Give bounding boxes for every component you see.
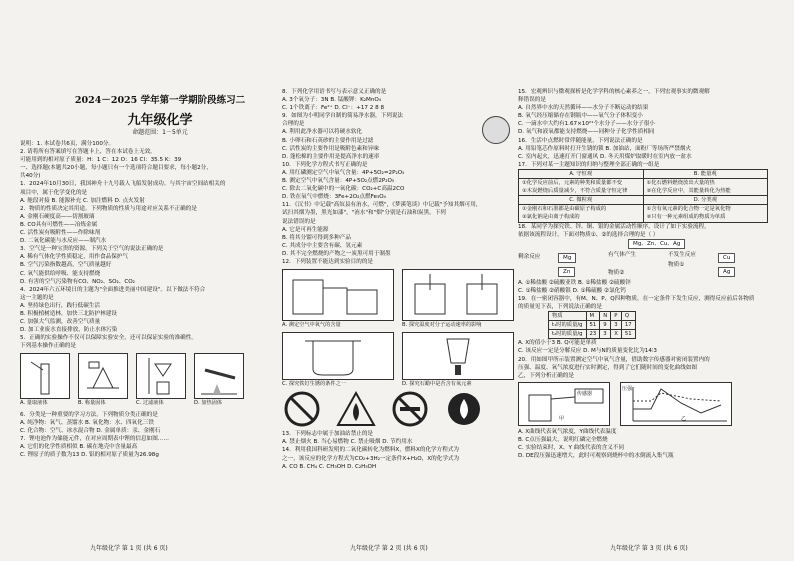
q19-options-1: A. X的值小于3 B. Q可能是单质 bbox=[518, 340, 597, 347]
q18-options-1: A. ①稀盐酸 ②硫酸亚铁 B. ①稀盐酸 ②硫酸锌 bbox=[518, 279, 631, 286]
q5-image-c: C. 过滤液体 bbox=[136, 353, 186, 407]
col2-line-21: 12．下列装置不能达到实验目的的是 bbox=[282, 258, 374, 265]
col3-line3-0: 19．在一密闭容器中，有M、N、P、Q四种物质，在一定条件下发生反应，测得反应前后各物质 bbox=[518, 295, 755, 302]
col1-line-25: 下列基本操作正确的是 bbox=[20, 343, 76, 350]
col2-line-18: B. 将其分馏可得到多种产品 bbox=[282, 234, 351, 241]
page-2-column bbox=[282, 88, 532, 471]
col1-line2-1: A. 纯净物：氧气、蒸馏水 B. 氧化物：水、四氧化三铁 bbox=[20, 419, 154, 426]
q20-line-1: 20．用如图甲所示装置测定空气中氧气含量，借助数字传感器对密闭装置内的 bbox=[518, 356, 710, 363]
flow-label-1: 剩余反应 bbox=[518, 253, 541, 260]
col2-line-4: 合理的是 bbox=[282, 121, 305, 128]
flow-start: Mg、Zn、Cu、Ag bbox=[628, 239, 685, 249]
col1-line2-3: 7．锂电池作为储能元件，在对应周期表中锂的信息如图…… bbox=[20, 435, 169, 442]
q19-options-2: C. 该反应一定是分解反应 D. M与N的质量变化比为14∶3 bbox=[518, 348, 657, 355]
page-1-footer: 九年级化学 第 1 页 (共 6 页) bbox=[90, 545, 168, 552]
col1-line-15: B. 空气污染指数越高，空气质量越好 bbox=[20, 262, 112, 269]
col1-line-10: B. CO具有可燃性——冶炼金属 bbox=[20, 221, 98, 228]
exam-range: 命题范围：1－5单元 bbox=[132, 129, 188, 136]
chlorine-ion-diagram-icon bbox=[482, 116, 510, 144]
col3-line3-1: 的质量见下表，下列说法正确的是 bbox=[518, 303, 602, 310]
col2-line-7: C. 活性炭的主要作用是吸附色素和异味 bbox=[282, 145, 379, 152]
col1-line-11: C. 活性炭有吸附性——作除味剂 bbox=[20, 230, 101, 237]
q19-head-cell: 物质 bbox=[549, 312, 587, 321]
col1-line2-0: 6．分类是一种重要的学习方法，下列物质分类正确的是 bbox=[20, 411, 158, 418]
page-1-column bbox=[20, 140, 270, 459]
col3-line-1: 释错误的是 bbox=[518, 97, 546, 104]
col2-line-1: A. 3个氧分子：3N B. 锰酸钾：K₂MnO₄ bbox=[282, 97, 382, 104]
col3-line-9: 17．下列对某一主题知识的归纳与整理全部正确的一组是 bbox=[518, 161, 660, 168]
col1-line-7: A. 舱段对接 B. 能源补充 C. 加注燃料 D. 点火发射 bbox=[20, 197, 145, 204]
q12-image-c: C. 探究铁钉生锈的条件之一 bbox=[282, 332, 394, 388]
q19-head-cell: Q bbox=[621, 312, 635, 321]
q17-cell: ①含有氧元素的化合物一定是氧化物 ②只有一种元素组成的物质为单质 bbox=[643, 205, 768, 222]
col1-line-0: 说明：1. 本试卷共6页，满分100分。 bbox=[20, 141, 115, 147]
flow-label-2: 有气体产生 bbox=[608, 251, 636, 258]
col3-line-4: C. 一滴水中大约有1.67×10²¹个水分子——水分子很小 bbox=[518, 121, 655, 128]
col3-line-6: 16．生活中点燃时常伴随能量，下列说法正确的是 bbox=[518, 137, 643, 144]
col1-line-2: 可能用到的相对原子质量：H：1 C：12 O：16 Cl：35.5 K：39 bbox=[20, 157, 182, 164]
page-3-footer: 九年级化学 第 3 页 (共 6 页) bbox=[610, 545, 688, 552]
q19-cell: 17 bbox=[621, 321, 635, 330]
col3-line-0: 15．宏观辨识与微观探析是化学学科的核心素养之一，下列宏观事实的微观解 bbox=[518, 89, 710, 95]
col2-line-20: D. 其不完全燃烧的产物之一炭黑可用于制墨 bbox=[282, 250, 391, 257]
col2-line-14: 11．《汉书》中记载"高奴县有洧水，可燃"，《梦溪笔谈》中记载"予知其烟可用， bbox=[282, 202, 482, 209]
col2-line-13: D. 铁在氧气中燃烧：3Fe+2O₂点燃Fe₃O₄ bbox=[282, 194, 386, 201]
col1-line-24: 5．正确的实验操作不仅可以保障实验安全，还可以保证实验的准确性。 bbox=[20, 335, 197, 342]
flow-label-3: 不发生反应 bbox=[668, 251, 696, 258]
flow-label-5: 物质② bbox=[608, 269, 625, 276]
q19-head-cell: N bbox=[600, 312, 611, 321]
flow-cu: Cu bbox=[718, 253, 735, 263]
col3-line-3: B. 氧气经压缩储存在钢瓶中——氧气分子体积变小 bbox=[518, 113, 643, 120]
no-smoking-sign-icon bbox=[390, 391, 430, 427]
q19-cell: t₁时的质量/g bbox=[549, 321, 587, 330]
flow-mg: Mg bbox=[558, 253, 576, 263]
q19-cell: 23 bbox=[586, 330, 600, 339]
col1-line-13: 3．空气是一种宝贵的资源，下列关于空气的说法正确的是 bbox=[20, 246, 164, 253]
col1-line-9: A. 金刚石硬度高——切割玻璃 bbox=[20, 213, 95, 220]
q19-cell: 51 bbox=[586, 321, 600, 330]
col1-line-23: D. 加工业废水直接排放，防止水体污染 bbox=[20, 327, 118, 334]
col3-line2-0: 18．某同学为探究铁、锌、铜、银的金属活动性顺序，设计了如下实验流程， bbox=[518, 223, 710, 230]
col2-line-9: 10．下列化学方程式书写正确的是 bbox=[282, 161, 368, 168]
col3-line-8: C. 室内起火，迅速打开门窗通风 D. 冬天用煤炉取暖时在室内放一盆水 bbox=[518, 153, 692, 160]
flow-ag: Ag bbox=[718, 267, 735, 277]
col2-line-17: A. 它是可再生能源 bbox=[282, 226, 329, 233]
col2-line2-1: A. 禁止烟火 B. 当心易燃物 C. 禁止吸烟 D. 节约用水 bbox=[282, 439, 413, 446]
col1-line-16: C. 氧气能供给呼吸、能支持燃烧 bbox=[20, 270, 101, 277]
fig-jia-label: 甲 bbox=[559, 415, 565, 422]
col3-line2-1: 依据该流程设计，下面对物质①、②的选择合理的是（ ） bbox=[518, 231, 659, 238]
q19-table bbox=[548, 311, 636, 339]
q17-table bbox=[518, 169, 768, 223]
col1-line-8: 2．物质的性质决定其用途。下列物质的性质与用途对应关系不正确的是 bbox=[20, 205, 197, 212]
col1-line2-2: C. 化合物：空气、冰水混合物 D. 金属单质：汞、金刚石 bbox=[20, 427, 161, 434]
col2-line-2: C. 1个铁离子：Fe²⁺ D. Cl⁻：+17 2 8 8 bbox=[282, 105, 385, 112]
col1-line-6: 项目中，属于化学变化的是 bbox=[20, 189, 88, 196]
graph-y-label: 压强 bbox=[622, 385, 633, 392]
col1-line-21: B. 积极植树造林，加快三北防护林建设 bbox=[20, 310, 117, 317]
col2-line-6: B. 小卵石和石英砂的主要作用是过滤 bbox=[282, 137, 374, 144]
col1-line-14: A. 稀有气体化学性质稳定，用作食品保护气 bbox=[20, 254, 128, 261]
col1-line-4: 共40分) bbox=[20, 173, 41, 180]
col1-line-20: A. 坚持绿色出行，践行低碳生活 bbox=[20, 302, 101, 309]
q19-cell: t₂时的质量/g bbox=[549, 330, 587, 339]
page-3-column bbox=[518, 88, 776, 460]
col2-line-11: B. 测定空气中氧气含量：4P+5O₂点燃2P₂O₅ bbox=[282, 178, 395, 185]
q17-cell: C. 微粒观 bbox=[519, 196, 644, 205]
q19-cell: 9 bbox=[600, 321, 611, 330]
q19-cell: 3 bbox=[611, 321, 622, 330]
col1-line-12: D. 二氧化碳能与水反应——制汽水 bbox=[20, 238, 107, 245]
q20-graph bbox=[620, 382, 732, 426]
col2-line2-2: 14．利用我国科研发明的二氧化碳转化为燃料X，燃料X的化学方程式为 bbox=[282, 447, 460, 454]
q19-head-cell: M bbox=[586, 312, 600, 321]
q12-images-row1 bbox=[282, 269, 532, 329]
q20-opt-d: D. DE段压强迅速增大，此时可观察到烧杯中的水倒流入集气瓶 bbox=[518, 453, 674, 460]
col1-line-19: 这一主题的是 bbox=[20, 294, 54, 301]
page-2-footer: 九年级化学 第 2 页 (共 6 页) bbox=[350, 545, 428, 552]
col3-line-7: A. 用铅笔芯作原料时打开生锈的锁 B. 加油站，面粉厂等场所严禁烟火 bbox=[518, 145, 692, 152]
col2-line-15: 试扫其烟为墨，黑光如漆"，"洧水"和"烟"分别是石油和炭黑。下列 bbox=[282, 210, 446, 217]
q20-opt-b: B. C点压强最大，说明红磷完全燃烧 bbox=[518, 436, 608, 443]
col1-line2-5: C. 锂原子的质子数为13 D. 铝的相对原子质量为26.98g bbox=[20, 452, 159, 458]
q17-cell: A. 守恒观 bbox=[519, 169, 644, 178]
col1-line-3: 一、选择题(本题共20小题，每小题只有一个选项符合题目要求，每小题2分， bbox=[20, 165, 212, 172]
col2-line-0: 8．下列化学用语书写与表示意义正确的是 bbox=[282, 89, 387, 95]
q12-image-d: D. 探究石蜡中是否含有氧元素 bbox=[402, 332, 514, 388]
subject-title: 九年级化学 bbox=[127, 113, 193, 128]
col1-line-18: 4．2024年六五环境日的主题为"全面推进美丽中国建设"。以下做法不符合 bbox=[20, 286, 206, 293]
q20-figures bbox=[518, 382, 776, 426]
q20-opt-c: C. 实验结束时，X、Y 曲线代表的含义不同 bbox=[518, 445, 624, 451]
col3-line-2: A. 自然界中水的天然循环——水分子不断运动的结果 bbox=[518, 105, 649, 112]
q12-image-a: A. 测定空气中氧气的含量 bbox=[282, 269, 394, 329]
fig-yi-label: 乙 bbox=[681, 415, 687, 422]
q12-images-row2 bbox=[282, 332, 532, 388]
q17-cell: ①化学反应前后，元素的种类和质量都不变 ②木炭燃烧后质量减少，不符合质量守恒定律 bbox=[519, 179, 644, 196]
col2-line-19: C. 其成分中主要含有碳、氢元素 bbox=[282, 242, 363, 249]
col2-line2-0: 13．下列标志中属于加油站禁止的是 bbox=[282, 431, 374, 438]
q19-cell: 51 bbox=[621, 330, 635, 339]
col2-line2-4: A. CO B. CH₄ C. CH₃OH D. C₂H₅OH bbox=[282, 463, 377, 470]
col2-line-8: D. 蓬松棉的主要作用是提高净水的速率 bbox=[282, 153, 380, 160]
q20-apparatus bbox=[518, 382, 610, 426]
col2-line-12: C. 除去二氧化碳中的一氧化碳：CO₂+C高温2CO bbox=[282, 186, 405, 193]
col1-line-22: C. 加强大气监测，改善空气质量 bbox=[20, 319, 101, 326]
q17-cell: D. 分类观 bbox=[643, 196, 768, 205]
no-fire-sign-icon bbox=[282, 391, 322, 427]
water-save-icon bbox=[444, 391, 484, 427]
col3-line-5: D. 氧气和液氧都能支持燃烧——同种分子化学性质相同 bbox=[518, 129, 655, 136]
exam-title: 2024－2025 学年第一学期阶段练习二 bbox=[74, 95, 246, 106]
q20-line-2: 压强、温度、氧气浓度进行实时测定，得到了它们随时间的变化曲线如图 bbox=[518, 364, 698, 371]
q19-cell: 3 bbox=[600, 330, 611, 339]
col2-line-10: A. 用红磷测定空气中氧气含量：4P+5O₂=2P₂O₅ bbox=[282, 169, 405, 176]
q17-cell: ①金刚石和石墨都是由碳原子构成的 ②氯化钠是由离子构成的 bbox=[519, 205, 644, 222]
q12-image-b: B. 探究温度对分子运动速率的影响 bbox=[402, 269, 514, 329]
q18-flow bbox=[518, 239, 776, 279]
q5-images bbox=[20, 353, 270, 407]
sensor-label: 传感器 bbox=[577, 390, 593, 397]
flow-zn: Zn bbox=[558, 267, 575, 277]
q17-cell: B. 能量观 bbox=[643, 169, 768, 178]
q20-opt-a: A. X曲线代表氧气浓度，Y曲线代表温度 bbox=[518, 428, 617, 435]
q18-options-2: C. ①稀盐酸 ②硝酸银 D. ①稀硫酸 ②氯化钙 bbox=[518, 287, 626, 294]
col2-line-5: A. 利用此净水器可以将硬水软化 bbox=[282, 129, 363, 136]
col1-line2-4: A. 它们的化学性质相似 B. 碳在地壳中含量最高 bbox=[20, 443, 138, 450]
col2-line2-3: 之一，该反应的化学方程式为CO₂+3H₂一定条件X+H₂O，X的化学式为 bbox=[282, 455, 460, 462]
q5-image-a: A. 量取液体 bbox=[20, 353, 70, 407]
q19-head-cell: P bbox=[611, 312, 622, 321]
col1-line-5: 1．2024年10月30日，我国神舟十九号载人飞船发射成功。与其宇宙空间站相关的 bbox=[20, 181, 226, 188]
col2-line-16: 说法错误的是 bbox=[282, 218, 316, 225]
flammable-warning-icon bbox=[336, 391, 376, 427]
q20-line-3: 乙，下列分析正确的是 bbox=[518, 372, 574, 379]
q13-signs bbox=[282, 391, 532, 427]
col2-line-3: 9．如图为小明同学自制的简易净水器，下列说法 bbox=[282, 113, 404, 120]
q19-cell: X bbox=[611, 330, 622, 339]
q5-image-d: D. 加热固体 bbox=[194, 353, 244, 407]
flow-label-4: 物质① bbox=[668, 261, 685, 268]
q17-cell: ①化石燃料燃烧放出大量的热 ②在化学反应中，其能量转化为热能 bbox=[643, 179, 768, 196]
col1-line-17: D. 有害的空气污染物有CO、NO₂、SO₂、CO₂ bbox=[20, 278, 135, 285]
col1-line-1: 2. 请将所有答案填写在答题卡上，答在本试卷上无效。 bbox=[20, 149, 156, 156]
q5-image-b: B. 称量固体 bbox=[78, 353, 128, 407]
